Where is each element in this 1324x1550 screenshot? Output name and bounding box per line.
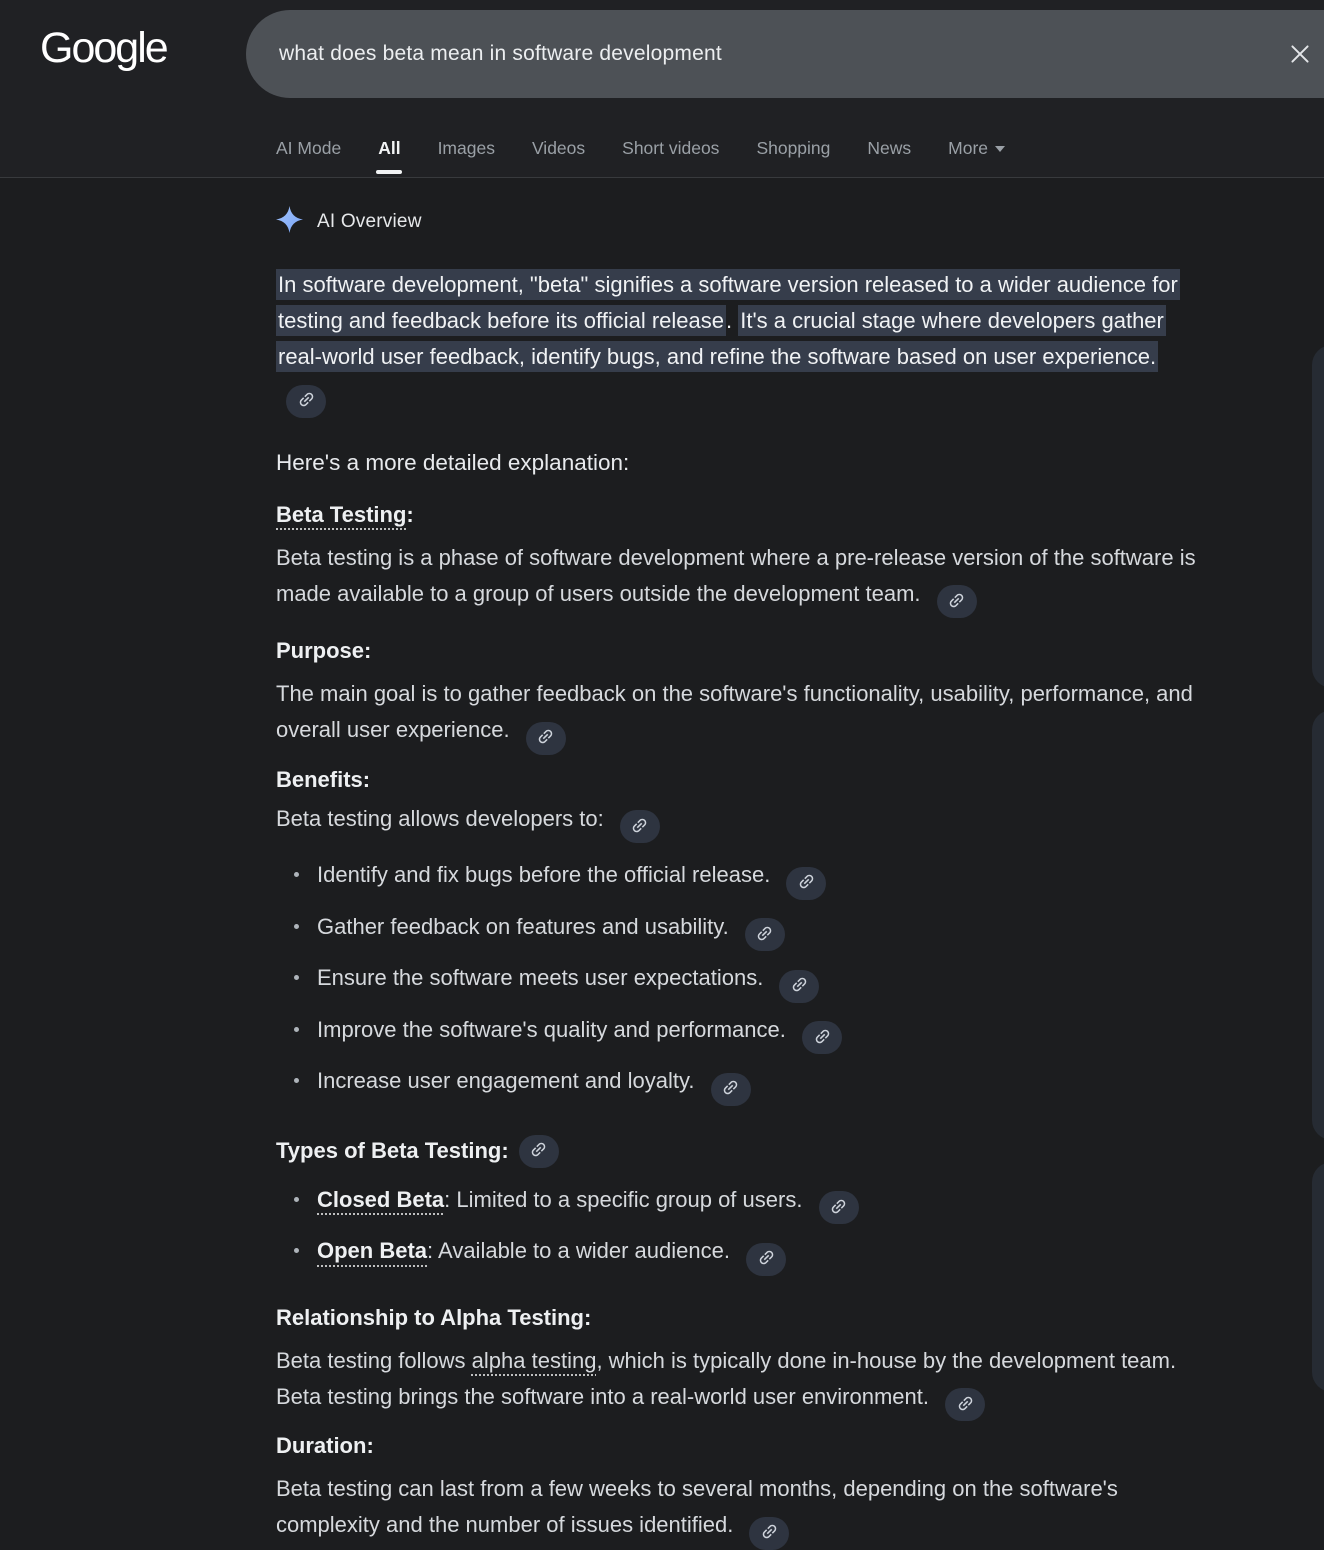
types-list: [276, 1182, 859, 1285]
term-link-open-beta[interactable]: Open Beta: [317, 1238, 428, 1263]
link-icon: [536, 727, 555, 749]
section-heading-benefits: Benefits:: [276, 766, 371, 792]
search-query-text: what does beta mean in software development: [279, 42, 722, 65]
highlighted-sentence: It's a crucial stage where developers gather real-world user feedback, identify bugs, and refine the software based on user experience.: [276, 305, 1166, 372]
search-header: [0, 0, 1324, 178]
search-input[interactable]: [246, 10, 1324, 98]
section-body-duration: Beta testing can last from a few weeks to several months, depending on the software's complexity and the number of issues identified.: [276, 1471, 1204, 1550]
google-logo[interactable]: Google: [40, 24, 167, 72]
term-link-alpha-testing[interactable]: alpha testing: [471, 1347, 597, 1373]
citation-card-sliver[interactable]: [1312, 1162, 1324, 1392]
detail-intro-line: Here's a more detailed explanation:: [276, 449, 630, 475]
list-item: Open Beta: Available to a wider audience.: [276, 1233, 859, 1276]
list-item: Gather feedback on features and usability.: [276, 909, 842, 952]
citation-chip-button[interactable]: [519, 1135, 559, 1168]
section-heading-duration: Duration:: [276, 1433, 374, 1458]
link-icon: [956, 1394, 975, 1416]
clear-search-button[interactable]: [1284, 40, 1316, 72]
citation-card-sliver[interactable]: [1312, 345, 1324, 688]
benefits-lead-line: Beta testing allows developers to:: [276, 801, 660, 844]
link-icon: [757, 1248, 776, 1270]
link-icon: [797, 872, 816, 894]
overview-summary-paragraph: In software development, "beta" signifies a software version released to a wider audience for testing and feedback before its official release. It's a crucial stage where developers gather real-world user feedback, identify bugs, and refine the software based on user experience.: [276, 267, 1204, 418]
list-item: Closed Beta: Limited to a specific group of users.: [276, 1182, 859, 1225]
link-icon: [813, 1027, 832, 1049]
close-icon: [1287, 41, 1313, 72]
citation-chip-button[interactable]: [526, 722, 566, 755]
citation-chip-button[interactable]: [802, 1021, 842, 1054]
link-icon: [760, 1522, 779, 1544]
section-heading-types: Types of Beta Testing :: [276, 1135, 559, 1168]
section-body-beta-testing: Beta testing is a phase of software development where a pre-release version of the software is made available to a group of users outside the development team.: [276, 540, 1204, 619]
tab-shopping[interactable]: Shopping: [756, 137, 831, 158]
citation-chip-button[interactable]: [746, 1243, 786, 1276]
list-item: Ensure the software meets user expectations.: [276, 960, 842, 1003]
citation-chip-button[interactable]: [779, 970, 819, 1003]
sparkle-icon: [276, 206, 303, 238]
link-icon: [297, 390, 316, 412]
ai-overview-label: AI Overview: [317, 211, 422, 232]
tab-short-videos[interactable]: Short videos: [622, 137, 720, 158]
tab-all[interactable]: All: [378, 119, 400, 177]
section-heading-beta-testing: Beta Testing :: [276, 501, 414, 527]
tab-news[interactable]: News: [867, 137, 912, 158]
link-icon: [630, 816, 649, 838]
citation-chip-button[interactable]: [819, 1191, 859, 1224]
list-item: Increase user engagement and loyalty.: [276, 1063, 842, 1106]
section-heading-purpose: Purpose:: [276, 638, 372, 663]
citation-chip-button[interactable]: [937, 585, 977, 618]
tab-more[interactable]: More: [948, 119, 1005, 177]
link-icon: [829, 1197, 848, 1219]
link-icon: [790, 975, 809, 997]
list-item: Improve the software's quality and performance.: [276, 1012, 842, 1055]
link-icon: [721, 1078, 740, 1100]
ai-overview-header: [276, 206, 422, 238]
citation-chip-button[interactable]: [286, 385, 326, 418]
ai-overview-panel: [0, 178, 1324, 1550]
citation-card-sliver[interactable]: [1312, 710, 1324, 1140]
section-body-alpha: Beta testing follows alpha testing, which is typically done in-house by the development team. Beta testing brings the software into a real-world user environment.: [276, 1343, 1204, 1422]
section-body-purpose: The main goal is to gather feedback on the software's functionality, usability, performance, and overall user experience.: [276, 676, 1204, 755]
highlighted-sentence: In software development, "beta" signifies a software version released to a wider audience for testing and feedback before its official release: [276, 269, 1180, 336]
result-tabs: [276, 119, 1005, 177]
term-link-beta-testing[interactable]: Beta Testing: [276, 501, 407, 527]
section-heading-alpha: Relationship to Alpha Testing:: [276, 1304, 592, 1330]
link-icon: [755, 924, 774, 946]
benefits-list: [276, 857, 842, 1115]
link-icon: [529, 1140, 548, 1162]
chevron-down-icon: [995, 146, 1005, 152]
citation-chip-button[interactable]: [749, 1517, 789, 1550]
citation-chip-button[interactable]: [620, 810, 660, 843]
citation-chip-button[interactable]: [745, 918, 785, 951]
tab-videos[interactable]: Videos: [531, 137, 586, 158]
term-link-closed-beta[interactable]: Closed Beta: [317, 1186, 445, 1212]
citation-chip-button[interactable]: [786, 867, 826, 900]
tab-ai-mode[interactable]: AI Mode: [276, 137, 342, 158]
tab-images[interactable]: Images: [437, 137, 495, 158]
citation-chip-button[interactable]: [945, 1388, 985, 1421]
citation-chip-button[interactable]: [711, 1073, 751, 1106]
list-item: Identify and fix bugs before the official release.: [276, 857, 842, 900]
link-icon: [947, 591, 966, 613]
